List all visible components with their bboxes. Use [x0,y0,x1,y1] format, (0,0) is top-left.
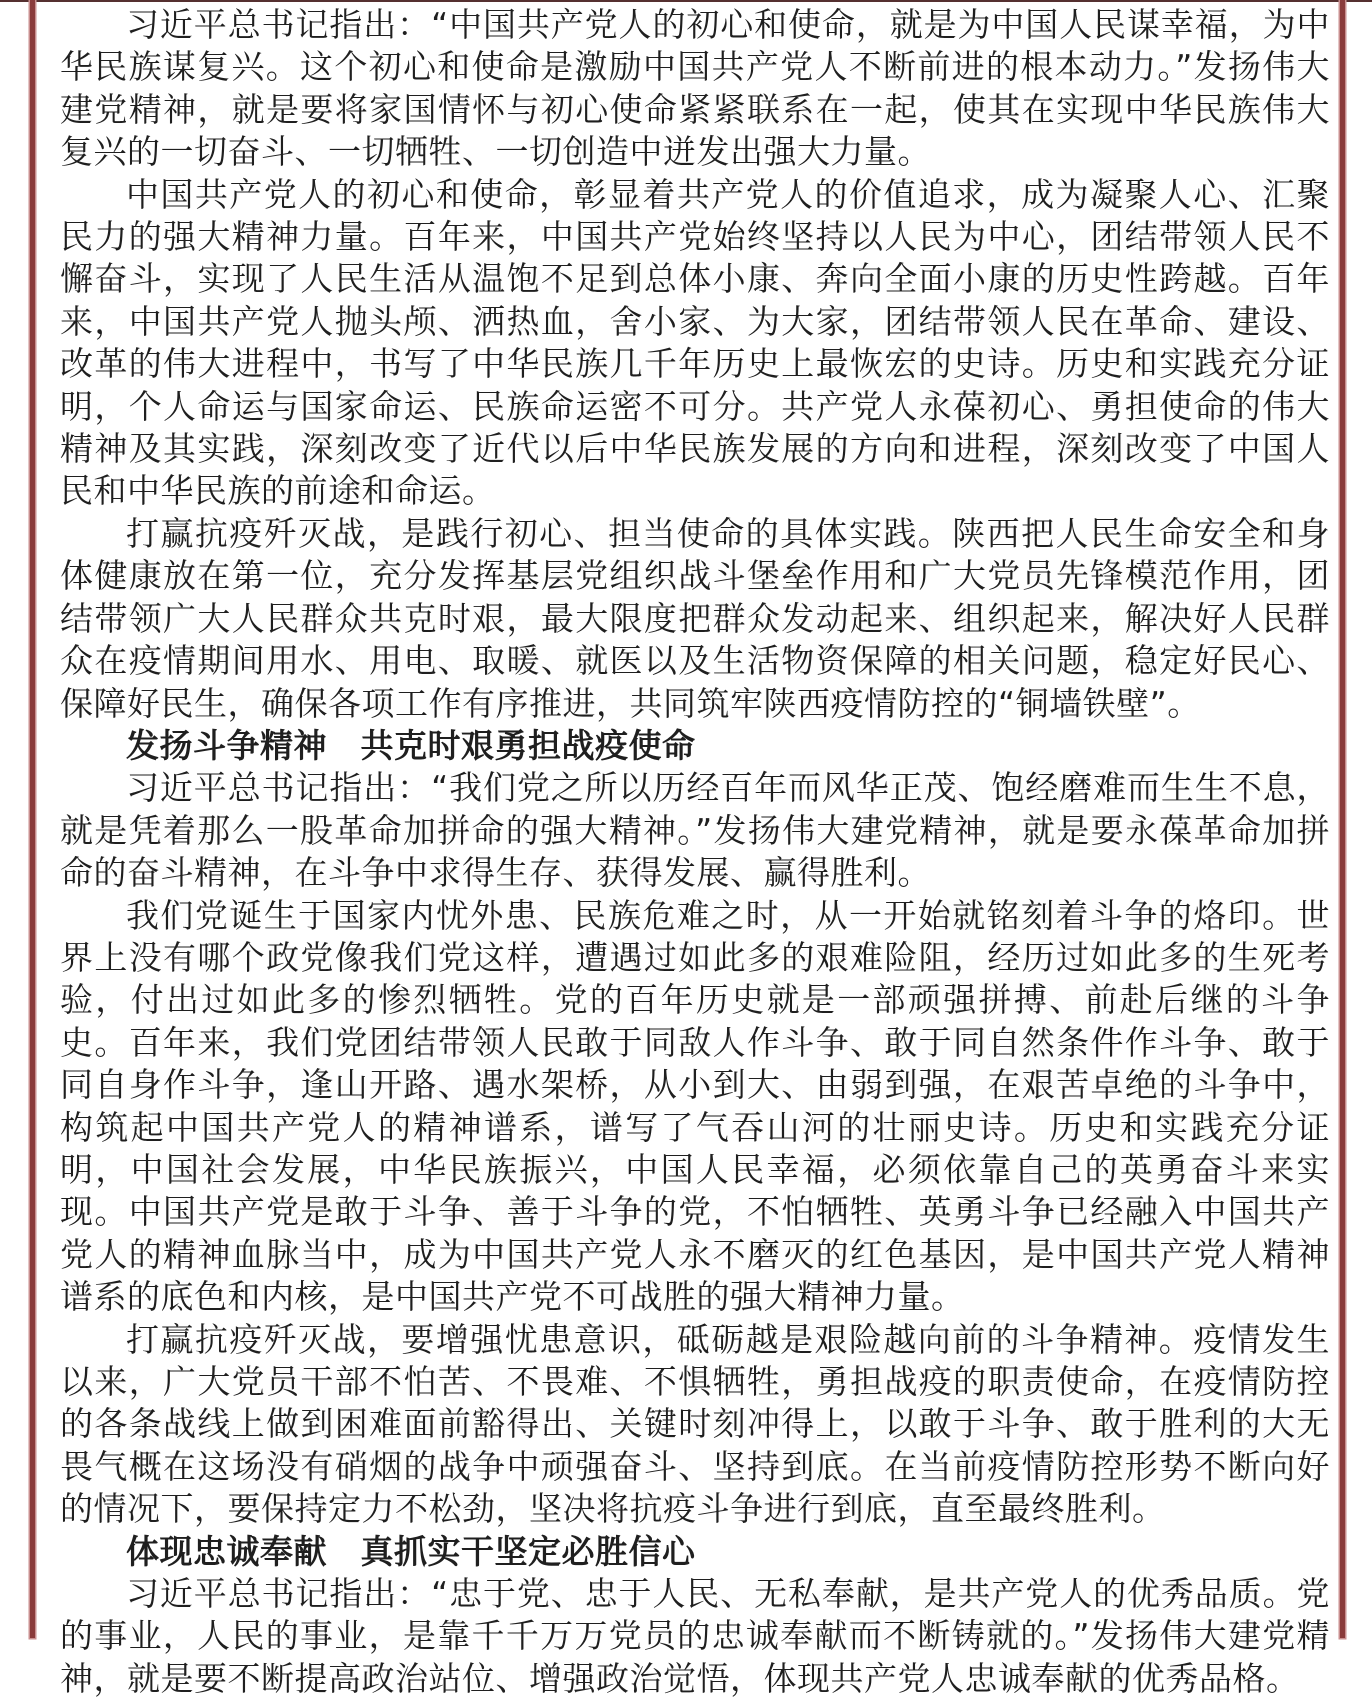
paragraph-initial-mission-1: 习近平总书记指出：“中国共产党人的初心和使命，就是为中国人民谋幸福，为中华民族谋复兴。这个初心和使命是激励中国共产党人不断前进的根本动力。”发扬伟大建党精神，就是要将家国情怀与初心使命紧紧联系在一起，使其在实现中华民族伟大复兴的一切奋斗、一切牺牲、一切创造中迸发出强大力量。 [60,5,1330,172]
section-heading-struggle-spirit: 发扬斗争精神 共克时艰勇担战疫使命 [126,725,696,765]
right-margin-rule [1340,0,1345,1638]
paragraph-epidemic-practice: 打赢抗疫歼灭战，是践行初心、担当使命的具体实践。陕西把人民生命安全和身体健康放在第一位，充分发挥基层党组织战斗堡垒作用和广大党员先锋模范作用，团结带领广大人民群众共克时艰，最大限度把群众发动起来、组织起来，解决好人民群众在疫情期间用水、用电、取暖、就医以及生活物资保障的相关问题，稳定好民心、保障好民生，确保各项工作有序推进，共同筑牢陕西疫情防控的“铜墙铁壁”。 [60,513,1330,723]
left-margin-rule [30,0,35,1638]
paragraph-loyalty-quote: 习近平总书记指出：“忠于党、忠于人民、无私奉献，是共产党人的优秀品质。党的事业，人民的事业，是靠千千万万党员的忠诚奉献而不断铸就的。”发扬伟大建党精神，就是要不断提高政治站位、增强政治觉悟，体现共产党人忠诚奉献的优秀品格。 [60,1574,1330,1698]
paragraph-struggle-quote: 习近平总书记指出：“我们党之所以历经百年而风华正茂、饱经磨难而生生不息，就是凭着那么一股革命加拼命的强大精神。”发扬伟大建党精神，就是要永葆革命加拼命的奋斗精神，在斗争中求得生存、获得发展、赢得胜利。 [60,768,1330,893]
paragraph-epidemic-struggle: 打赢抗疫歼灭战，要增强忧患意识，砥砺越是艰险越向前的斗争精神。疫情发生以来，广大党员干部不怕苦、不畏难、不惧牺牲，勇担战疫的职责使命，在疫情防控的各条战线上做到困难面前豁得出、关键时刻冲得上，以敢于斗争、敢于胜利的大无畏气概在这场没有硝烟的战争中顽强奋斗、坚持到底。在当前疫情防控形势不断向好的情况下，要保持定力不松劲，坚决将抗疫斗争进行到底，直至最终胜利。 [60,1319,1330,1529]
section-heading-loyalty-dedication: 体现忠诚奉献 真抓实干坚定必胜信心 [126,1531,696,1571]
article-body [60,4,1330,1700]
paragraph-initial-mission-2: 中国共产党人的初心和使命，彰显着共产党人的价值追求，成为凝聚人心、汇聚民力的强大精神力量。百年来，中国共产党始终坚持以人民为中心，团结带领人民不懈奋斗，实现了人民生活从温饱不足到总体小康、奔向全面小康的历史性跨越。百年来，中国共产党人抛头颅、洒热血，舍小家、为大家，团结带领人民在革命、建设、改革的伟大进程中，书写了中华民族几千年历史上最恢宏的史诗。历史和实践充分证明，个人命运与国家命运、民族命运密不可分。共产党人永葆初心、勇担使命的伟大精神及其实践，深刻改变了近代以后中华民族发展的方向和进程，深刻改变了中国人民和中华民族的前途和命运。 [60,174,1330,511]
top-rule [0,0,1372,2]
paragraph-party-history-struggle: 我们党诞生于国家内忧外患、民族危难之时，从一开始就铭刻着斗争的烙印。世界上没有哪个政党像我们党这样，遭遇过如此多的艰难险阻，经历过如此多的生死考验，付出过如此多的惨烈牺牲。党的百年历史就是一部顽强拼搏、前赴后继的斗争史。百年来，我们党团结带领人民敢于同敌人作斗争、敢于同自然条件作斗争、敢于同自身作斗争，逢山开路、遇水架桥，从小到大、由弱到强，在艰苦卓绝的斗争中，构筑起中国共产党人的精神谱系，谱写了气吞山河的壮丽史诗。历史和实践充分证明，中国社会发展，中华民族振兴，中国人民幸福，必须依靠自己的英勇奋斗来实现。中国共产党是敢于斗争、善于斗争的党，不怕牺牲、英勇斗争已经融入中国共产党人的精神血脉当中，成为中国共产党人永不磨灭的红色基因，是中国共产党人精神谱系的底色和内核，是中国共产党不可战胜的强大精神力量。 [60,895,1330,1317]
